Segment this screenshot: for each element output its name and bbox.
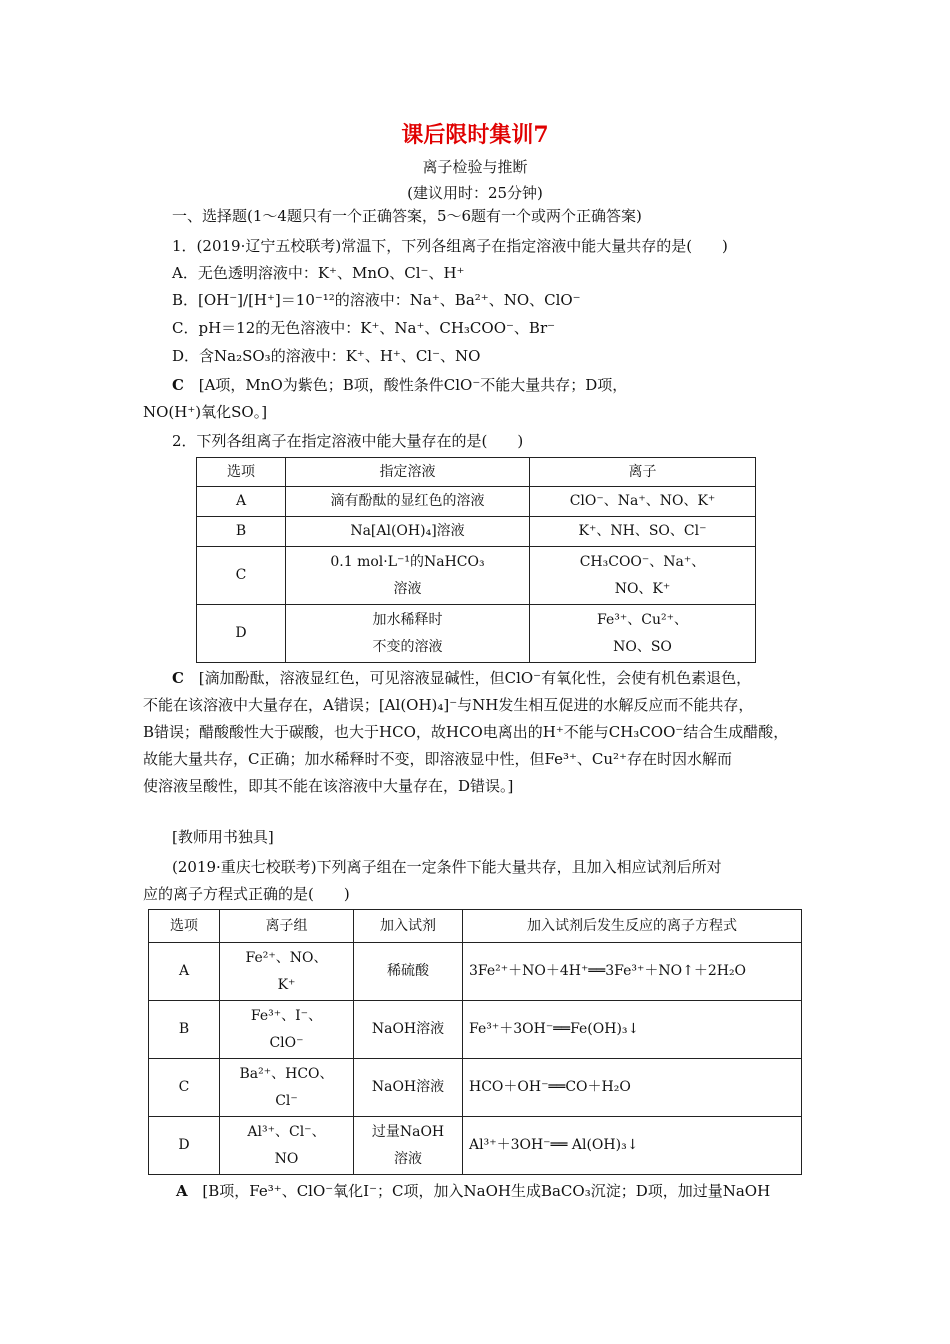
q2-header-option: 选项	[197, 458, 286, 487]
q2-row-c-ions-line1: CH₃COO⁻、Na⁺、	[579, 553, 706, 570]
teacher-row-d-reagent-line1: 过量NaOH	[371, 1123, 445, 1140]
teacher-table-header	[149, 910, 802, 943]
table-row	[197, 517, 756, 547]
teacher-row-a-option: A	[149, 943, 220, 1001]
page-title: 课后限时集训7	[401, 122, 549, 148]
q2-table-header	[197, 458, 756, 487]
teacher-row-b-reagent: NaOH溶液	[354, 1001, 463, 1059]
q2-row-d-ions-line2: NO、SO	[613, 638, 672, 655]
teacher-header-option: 选项	[149, 910, 220, 943]
q2-header-solution: 指定溶液	[286, 458, 530, 487]
teacher-header-reagent: 加入试剂	[354, 910, 463, 943]
q2-row-c-solution-line2: 溶液	[393, 580, 422, 597]
teacher-row-c-ions-line2: Cl⁻	[275, 1092, 298, 1109]
q2-row-d-ions-line1: Fe³⁺、Cu²⁺、	[597, 611, 688, 628]
table-row	[149, 1001, 802, 1059]
q2-table	[196, 457, 756, 663]
teacher-row-c-ions	[220, 1059, 354, 1117]
teacher-row-b-ions-line2: ClO⁻	[269, 1034, 304, 1051]
q2-row-d-ions	[530, 605, 756, 663]
table-row	[149, 943, 802, 1001]
teacher-row-a-reagent: 稀硫酸	[354, 943, 463, 1001]
q2-stem: 2．下列各组离子在指定溶液中能大量存在的是( )	[172, 432, 524, 450]
teacher-row-d-option: D	[149, 1117, 220, 1175]
q1-option-c: C．pH＝12的无色溶液中：K⁺、Na⁺、CH₃COO⁻、Br⁻	[172, 319, 556, 337]
q1-answer-letter: C	[172, 376, 184, 394]
teacher-answer	[176, 1181, 770, 1201]
q2-answer	[172, 668, 751, 688]
teacher-label: [教师用书独具]	[172, 828, 274, 846]
q2-row-b-solution: Na[Al(OH)₄]溶液	[286, 517, 530, 547]
q2-answer-line4: 故能大量共存，C正确；加水稀释时不变，即溶液显中性，但Fe³⁺、Cu²⁺存在时因水解而	[143, 750, 732, 768]
q1-answer-cont: NO(H⁺)氧化SO。]	[143, 403, 268, 421]
q2-row-d-solution-line2: 不变的溶液	[372, 638, 443, 655]
q2-row-d-solution-line1: 加水稀释时	[372, 611, 443, 628]
q2-row-c-ions	[530, 547, 756, 605]
teacher-row-d-reagent	[354, 1117, 463, 1175]
teacher-stem-line2: 应的离子方程式正确的是( )	[143, 885, 350, 903]
q2-row-a-option: A	[197, 487, 286, 517]
q2-answer-letter: C	[172, 669, 184, 687]
teacher-header-equation: 加入试剂后发生反应的离子方程式	[463, 910, 802, 943]
q2-answer-line2: 不能在该溶液中大量存在，A错误；[Al(OH)₄]⁻与NH发生相互促进的水解反应而不能共存，	[143, 696, 754, 714]
q2-row-c-option: C	[197, 547, 286, 605]
table-row	[149, 1059, 802, 1117]
q2-row-b-option: B	[197, 517, 286, 547]
teacher-row-b-equation: Fe³⁺＋3OH⁻══Fe(OH)₃↓	[463, 1001, 802, 1059]
teacher-row-b-option: B	[149, 1001, 220, 1059]
q2-row-d-solution	[286, 605, 530, 663]
section-heading: 一、选择题(1～4题只有一个正确答案，5～6题有一个或两个正确答案)	[172, 207, 642, 225]
q2-row-d-option: D	[197, 605, 286, 663]
teacher-row-d-equation: Al³⁺＋3OH⁻══ Al(OH)₃↓	[463, 1117, 802, 1175]
q2-row-c-solution-line1: 0.1 mol·L⁻¹的NaHCO₃	[330, 553, 485, 570]
table-row	[197, 547, 756, 605]
page-subtitle: 离子检验与推断	[422, 158, 528, 176]
q2-row-a-ions: ClO⁻、Na⁺、NO、K⁺	[530, 487, 756, 517]
q2-row-b-ions: K⁺、NH、SO、Cl⁻	[530, 517, 756, 547]
suggested-time: (建议用时：25分钟)	[407, 184, 543, 202]
q1-stem: 1．(2019·辽宁五校联考)常温下，下列各组离子在指定溶液中能大量共存的是( )	[172, 237, 728, 255]
q1-option-a: A．无色透明溶液中：K⁺、MnO、Cl⁻、H⁺	[172, 264, 465, 282]
teacher-row-c-option: C	[149, 1059, 220, 1117]
teacher-row-d-ions-line1: Al³⁺、Cl⁻、	[247, 1123, 326, 1140]
teacher-stem-line1: (2019·重庆七校联考)下列离子组在一定条件下能大量共存，且加入相应试剂后所对	[172, 858, 722, 876]
teacher-row-d-ions	[220, 1117, 354, 1175]
q2-row-a-solution: 滴有酚酞的显红色的溶液	[286, 487, 530, 517]
teacher-row-c-equation: HCO＋OH⁻══CO＋H₂O	[463, 1059, 802, 1117]
q2-answer-line3: B错误；醋酸酸性大于碳酸，也大于HCO，故HCO电离出的H⁺不能与CH₃COO⁻结合生成醋酸，	[143, 723, 789, 741]
teacher-row-a-equation: 3Fe²⁺＋NO＋4H⁺══3Fe³⁺＋NO↑＋2H₂O	[463, 943, 802, 1001]
teacher-row-a-ions-line1: Fe²⁺、NO、	[245, 949, 328, 966]
q1-answer	[172, 375, 627, 395]
table-row	[197, 605, 756, 663]
teacher-table	[148, 909, 802, 1175]
teacher-row-b-ions-line1: Fe³⁺、I⁻、	[250, 1007, 323, 1024]
teacher-row-c-ions-line1: Ba²⁺、HCO、	[239, 1065, 334, 1082]
q2-answer-line5: 使溶液呈酸性，即其不能在该溶液中大量存在，D错误。]	[143, 777, 514, 795]
teacher-answer-text: [B项，Fe³⁺、ClO⁻氧化I⁻；C项，加入NaOH生成BaCO₃沉淀；D项，加过量NaOH	[202, 1182, 771, 1200]
teacher-row-a-ions-line2: K⁺	[277, 976, 296, 993]
q2-row-c-ions-line2: NO、K⁺	[614, 580, 671, 597]
q1-option-b: B．[OH⁻]/[H⁺]＝10⁻¹²的溶液中：Na⁺、Ba²⁺、NO、ClO⁻	[172, 291, 581, 309]
q1-option-d: D．含Na₂SO₃的溶液中：K⁺、H⁺、Cl⁻、NO	[172, 347, 481, 365]
q2-header-ions: 离子	[530, 458, 756, 487]
teacher-row-d-ions-line2: NO	[274, 1150, 299, 1167]
teacher-row-d-reagent-line2: 溶液	[394, 1150, 422, 1167]
teacher-header-ions: 离子组	[220, 910, 354, 943]
teacher-row-b-ions	[220, 1001, 354, 1059]
q1-answer-text: [A项，MnO为紫色；B项，酸性条件ClO⁻不能大量共存；D项，	[198, 376, 628, 394]
q2-row-c-solution	[286, 547, 530, 605]
teacher-row-a-ions	[220, 943, 354, 1001]
teacher-row-c-reagent: NaOH溶液	[354, 1059, 463, 1117]
teacher-answer-letter: A	[176, 1182, 188, 1200]
q2-answer-line1: [滴加酚酞，溶液显红色，可见溶液显碱性，但ClO⁻有氧化性，会使有机色素退色，	[198, 669, 752, 687]
table-row	[197, 487, 756, 517]
table-row	[149, 1117, 802, 1175]
